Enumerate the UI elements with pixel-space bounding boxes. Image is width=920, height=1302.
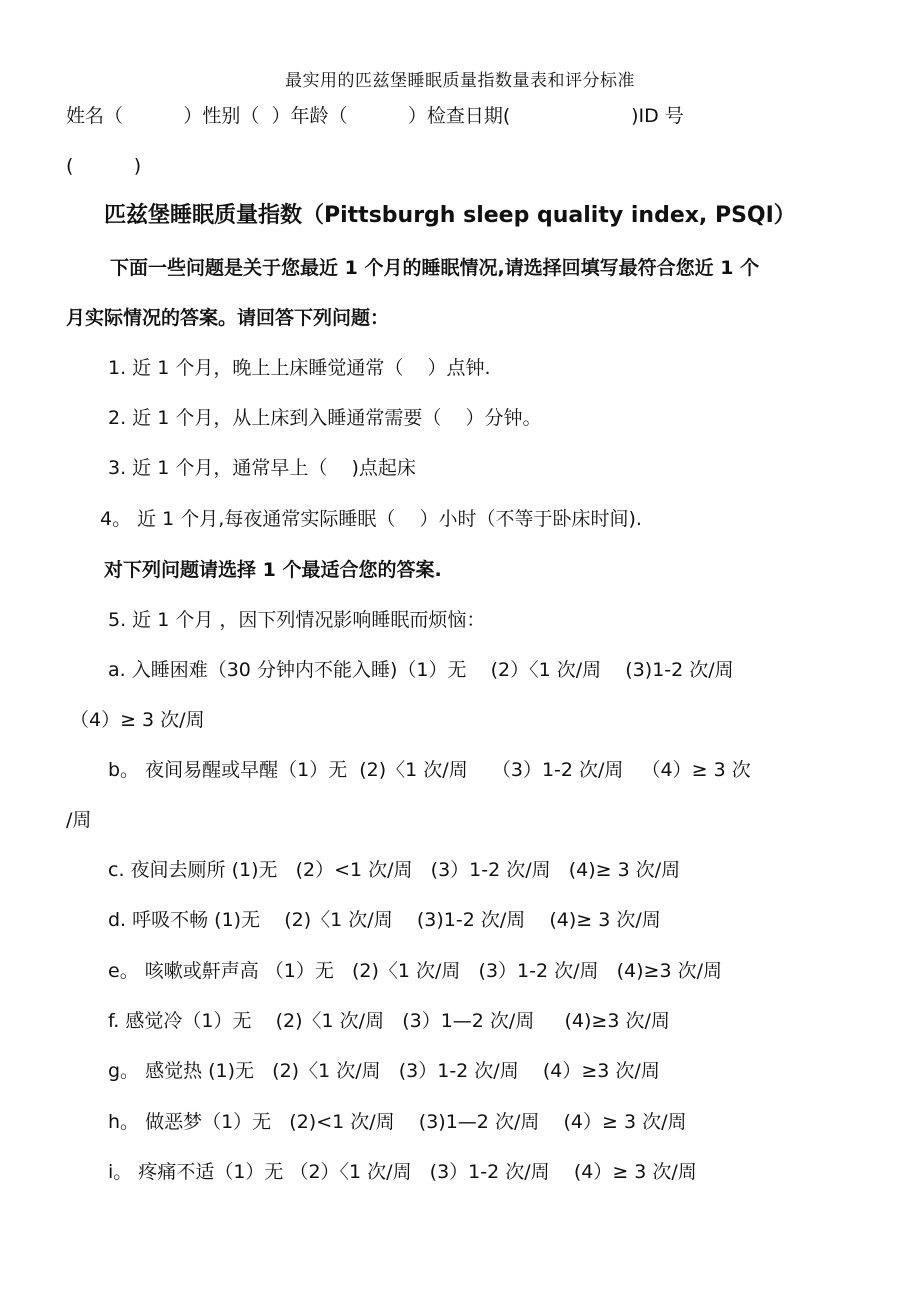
patient-info-line: 姓名（ ）性别（ ）年龄（ ）检查日期( )ID 号 xyxy=(66,105,684,127)
item-i: i。 疼痛不适（1）无 （2）〈1 次/周 (3）1-2 次/周 (4）≥ 3 次/周 xyxy=(108,1161,697,1183)
item-b-line-1: b。 夜间易醒或早醒（1）无 (2)〈1 次/周 （3）1-2 次/周 （4）≥ 3 次 xyxy=(108,759,751,781)
item-h: h。 做恶梦（1）无 (2)<1 次/周 (3)1—2 次/周 (4）≥ 3 次/周 xyxy=(108,1111,687,1133)
question-5: 5. 近 1 个月 ，因下列情况影响睡眠而烦恼： xyxy=(108,609,486,631)
item-d: d. 呼吸不畅 (1)无 (2)〈1 次/周 (3)1-2 次/周 (4)≥ 3 次/周 xyxy=(108,909,661,931)
question-4: 4。 近 1 个月,每夜通常实际睡眠（ ）小时（不等于卧床时间). xyxy=(100,508,642,530)
item-g: g。 感觉热 (1)无 (2)〈1 次/周 (3）1-2 次/周 (4）≥3 次/周 xyxy=(108,1060,660,1082)
question-3: 3. 近 1 个月，通常早上（ )点起床 xyxy=(108,457,416,479)
item-e: e。 咳嗽或鼾声高 （1）无 (2)〈1 次/周 (3）1-2 次/周 (4)≥3 次/周 xyxy=(108,960,722,982)
item-b-line-2: /周 xyxy=(66,809,92,831)
patient-id-line: ( ) xyxy=(66,155,142,177)
document-header: 最实用的匹兹堡睡眠质量指数量表和评分标准 xyxy=(285,71,635,91)
item-c: c. 夜间去厕所 (1)无 (2）<1 次/周 (3）1-2 次/周 (4)≥ 3 次/周 xyxy=(108,859,681,881)
answer-instruction: 对下列问题请选择 1 个最适合您的答案. xyxy=(104,559,442,581)
item-f: f. 感觉冷（1）无 (2)〈1 次/周 (3）1—2 次/周 (4)≥3 次/周 xyxy=(108,1010,670,1032)
intro-line-1: 下面一些问题是关于您最近 1 个月的睡眠情况,请选择回填写最符合您近 1 个 xyxy=(110,257,760,279)
question-2: 2. 近 1 个月，从上床到入睡通常需要（ ）分钟。 xyxy=(108,407,542,429)
item-a-line-2: （4）≥ 3 次/周 xyxy=(70,709,205,731)
page-title: 匹兹堡睡眠质量指数（Pittsburgh sleep quality index, PSQI） xyxy=(104,203,796,228)
question-1: 1. 近 1 个月，晚上上床睡觉通常（ ）点钟. xyxy=(108,357,491,379)
item-a-line-1: a. 入睡困难（30 分钟内不能入睡)（1）无 (2）〈1 次/周 (3)1-2 次/周 xyxy=(108,659,734,681)
intro-line-2: 月实际情况的答案。请回答下列问题： xyxy=(66,307,390,329)
